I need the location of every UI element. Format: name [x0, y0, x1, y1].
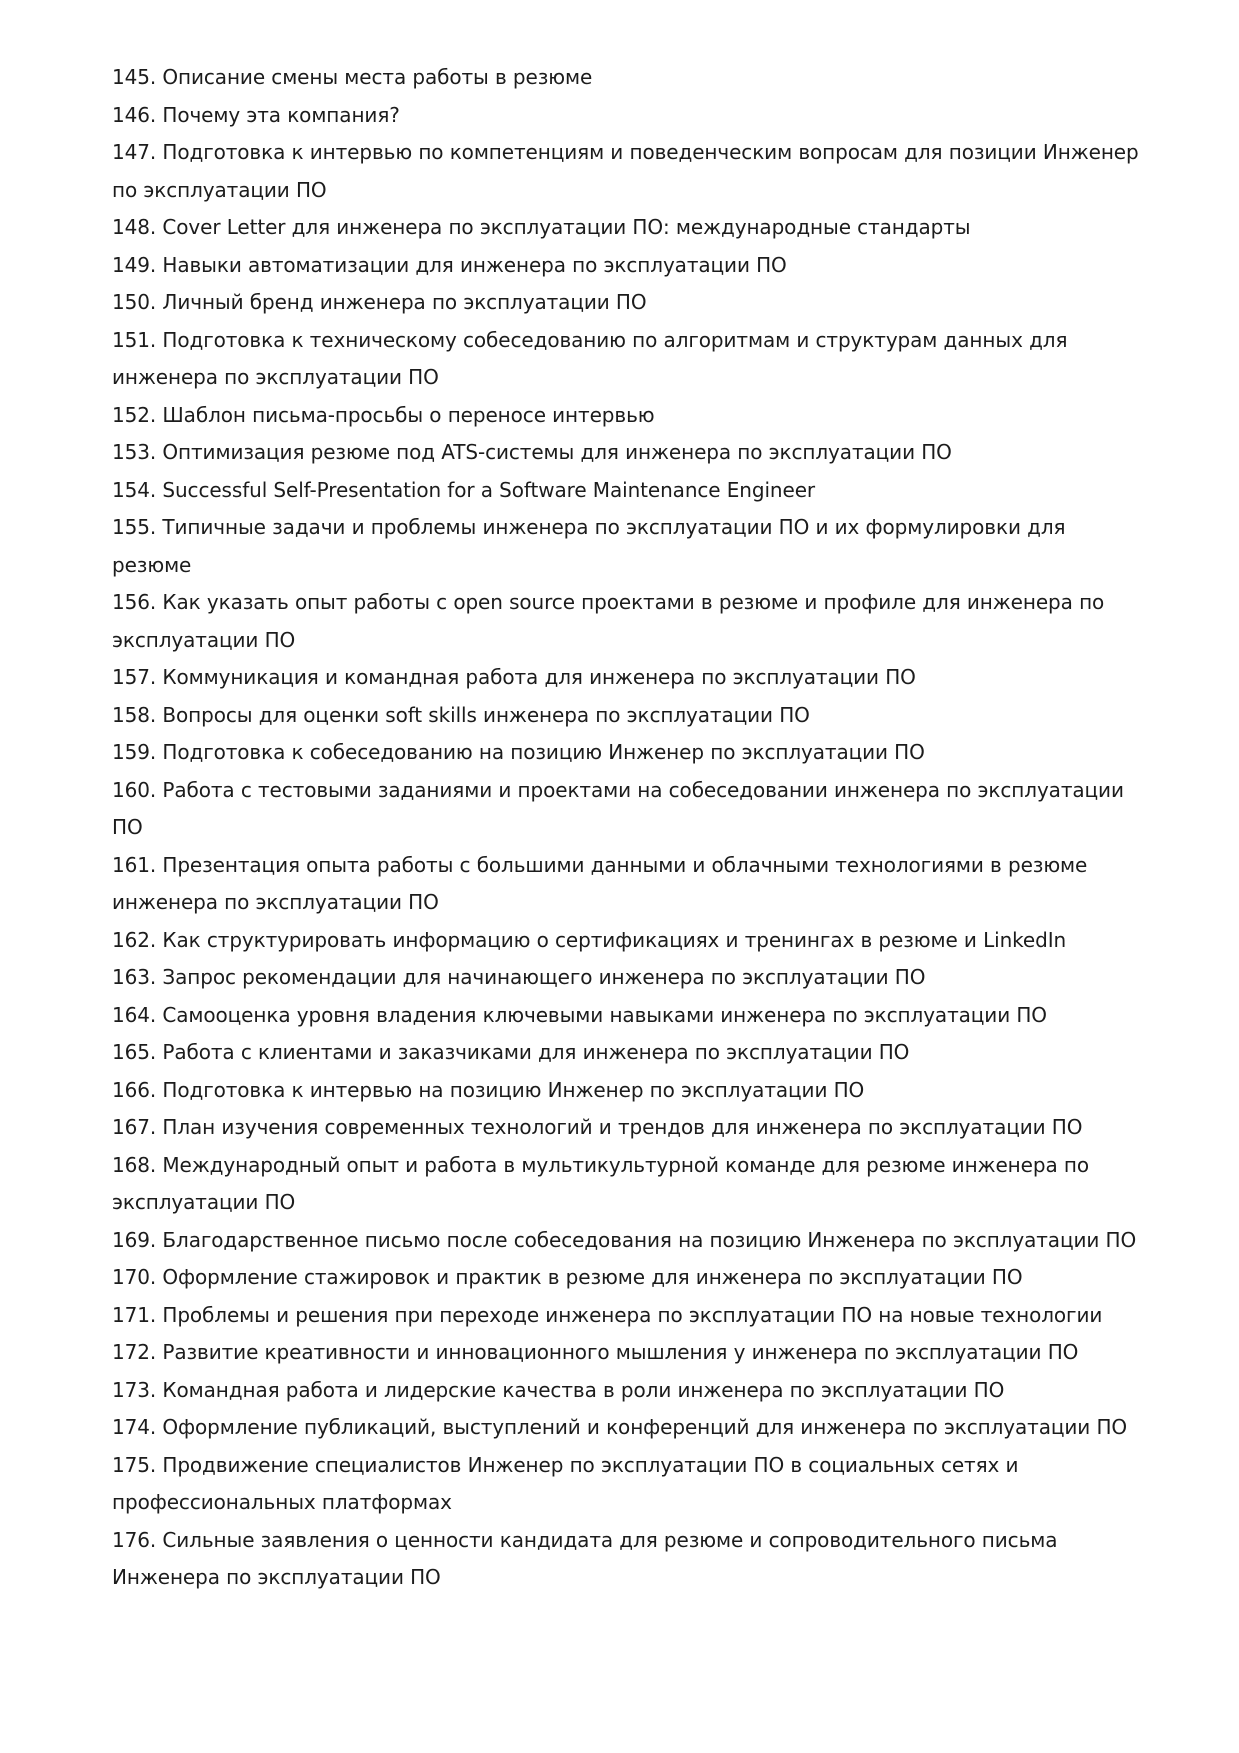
list-item: 166. Подготовка к интервью на позицию Инженер по эксплуатации ПО — [112, 1077, 865, 1102]
list-item: 173. Командная работа и лидерские качества в роли инженера по эксплуатации ПО — [112, 1377, 1005, 1402]
list-item: 148. Cover Letter для инженера по эксплуатации ПО: международные стандарты — [112, 215, 971, 239]
list-item: 149. Навыки автоматизации для инженера по эксплуатации ПО — [112, 252, 787, 277]
list-item: 154. Successful Self-Presentation for a Software Maintenance Engineer — [112, 477, 816, 502]
list-item: 161. Презентация опыта работы с большими данными и облачными технологиями в резюме инженера по эксплуатации ПО — [112, 852, 1088, 914]
list-item: 156. Как указать опыт работы с open source проектами в резюме и профиле для инженера по эксплуатации ПО — [112, 590, 1105, 652]
list-item: 168. Международный опыт и работа в мультикультурной команде для резюме инженера по эксплуатации ПО — [112, 1152, 1089, 1214]
list-item: 155. Типичные задачи и проблемы инженера по эксплуатации ПО и их формулировки для резюме — [112, 515, 1066, 577]
list-item: 171. Проблемы и решения при переходе инженера по эксплуатации ПО на новые технологии — [112, 1302, 1103, 1327]
list-item: 145. Описание смены места работы в резюме — [112, 65, 593, 89]
list-item: 150. Личный бренд инженера по эксплуатации ПО — [112, 290, 647, 314]
list-item: 151. Подготовка к техническому собеседованию по алгоритмам и структурам данных для инженера по эксплуатации ПО — [112, 327, 1068, 389]
topic-list — [112, 59, 1142, 1597]
list-item: 147. Подготовка к интервью по компетенциям и поведенческим вопросам для позиции Инженер по эксплуатации ПО — [112, 140, 1139, 202]
list-item: 164. Самооценка уровня владения ключевыми навыками инженера по эксплуатации ПО — [112, 1002, 1047, 1027]
list-item: 146. Почему эта компания? — [112, 102, 400, 127]
list-item: 158. Вопросы для оценки soft skills инженера по эксплуатации ПО — [112, 702, 810, 727]
list-item: 157. Коммуникация и командная работа для инженера по эксплуатации ПО — [112, 665, 916, 689]
list-item: 169. Благодарственное письмо после собеседования на позицию Инженера по эксплуатации ПО — [112, 1227, 1137, 1252]
list-item: 152. Шаблон письма-просьбы о переносе интервью — [112, 402, 655, 427]
list-item: 170. Оформление стажировок и практик в резюме для инженера по эксплуатации ПО — [112, 1265, 1023, 1289]
list-item: 175. Продвижение специалистов Инженер по эксплуатации ПО в социальных сетях и профессиональных платформах — [112, 1452, 1019, 1514]
list-item: 160. Работа с тестовыми заданиями и проектами на собеседовании инженера по эксплуатации ПО — [112, 777, 1124, 839]
list-item: 165. Работа с клиентами и заказчиками для инженера по эксплуатации ПО — [112, 1040, 910, 1064]
list-item: 153. Оптимизация резюме под ATS-системы для инженера по эксплуатации ПО — [112, 440, 952, 464]
list-item: 176. Сильные заявления о ценности кандидата для резюме и сопроводительного письма Инженера по эксплуатации ПО — [112, 1527, 1058, 1589]
list-item: 159. Подготовка к собеседованию на позицию Инженер по эксплуатации ПО — [112, 740, 925, 764]
list-item: 172. Развитие креативности и инновационного мышления у инженера по эксплуатации ПО — [112, 1340, 1079, 1364]
list-item: 162. Как структурировать информацию о сертификациях и тренингах в резюме и LinkedIn — [112, 927, 1067, 952]
list-item: 163. Запрос рекомендации для начинающего инженера по эксплуатации ПО — [112, 965, 926, 989]
list-item: 174. Оформление публикаций, выступлений и конференций для инженера по эксплуатации ПО — [112, 1415, 1128, 1439]
list-item: 167. План изучения современных технологий и трендов для инженера по эксплуатации ПО — [112, 1115, 1083, 1139]
